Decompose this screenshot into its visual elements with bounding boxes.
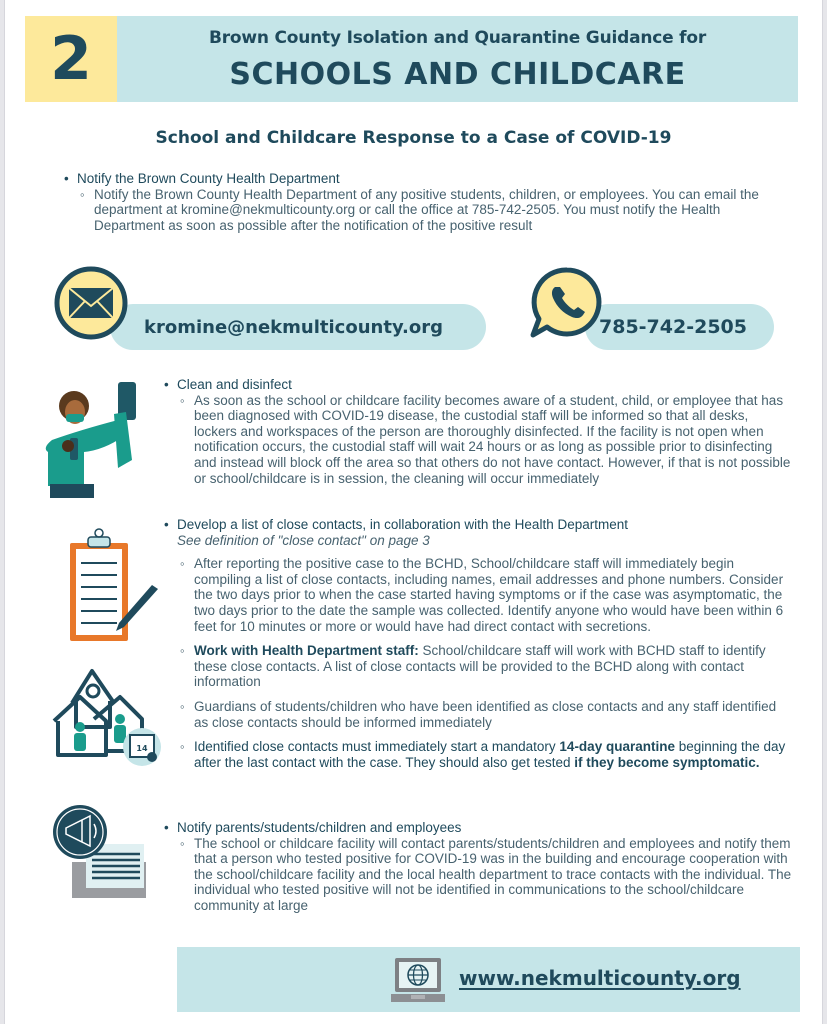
envelope-icon <box>53 266 129 340</box>
clean-section <box>162 377 792 486</box>
header-banner <box>25 16 798 102</box>
contacts-note: See definition of "close contact" on page 3 <box>177 532 430 548</box>
houses-quarantine-icon <box>50 663 162 767</box>
contacts-item-guardians: ◦ Guardians of students/children who have been identified as close contacts and any staff identified as close contacts should be informed immediately <box>172 699 792 730</box>
page-edge-right <box>822 0 827 1024</box>
megaphone-envelope-icon <box>52 804 148 900</box>
contacts-item-quarantine <box>172 739 792 770</box>
clean-text: ◦ As soon as the school or childcare facility becomes aware of a student, child, or employee that has been diagnosed with COVID-19 disease, the custodial staff will be informed so that all desks, lockers and workspaces of the person are thoroughly disinfected. If the facility is not open when notification occurs, the custodial staff will wait 24 hours or as long as possible prior to disinfecting and instead will block off the area so that others do not have contact. However, if that is not possible or school/childcare is in session, the cleaning will occur immediately <box>172 393 792 487</box>
laptop-globe-icon <box>389 956 447 1004</box>
page-number: 2 <box>50 24 92 94</box>
quarantine-duration: 14-day quarantine <box>559 739 675 755</box>
contacts-section <box>162 517 792 770</box>
quarantine-symptomatic: if they become symptomatic. <box>574 754 760 770</box>
page-number-badge <box>25 16 117 102</box>
phone-pill[interactable] <box>585 304 774 350</box>
phone-chat-icon <box>529 265 605 339</box>
section-title: School and Childcare Response to a Case of COVID-19 <box>155 128 672 148</box>
notify-parents-heading: • Notify parents/students/children and employees <box>162 820 792 836</box>
contacts-item-work-with-staff <box>172 643 792 690</box>
email-pill[interactable] <box>110 304 486 350</box>
notify-parents-text: ◦ The school or childcare facility will contact parents/students/children and employees and notify them that a person who tested positive for COVID-19 was in the building and encourage cooperation with the school/childcare facility and the local health department to trace contacts with the individual. The individual who tested positive will not be identified in communications to the school/childcare community at large <box>172 836 792 914</box>
notify-health-section <box>62 171 792 233</box>
calendar-days-label: 14 <box>136 744 148 753</box>
phone-number[interactable]: 785-742-2505 <box>599 316 747 338</box>
website-link[interactable]: www.nekmulticounty.org <box>459 966 741 990</box>
notify-health-heading: • Notify the Brown County Health Department <box>62 171 792 187</box>
contacts-item-compile: ◦ After reporting the positive case to the BCHD, School/childcare staff will immediately begin compiling a list of close contacts, including names, email addresses and phone numbers. Consider the two days prior to when the case started having symptoms or if the case was asymptomatic, the two days prior to the date the sample was collected. Identify anyone who would have been within 6 feet for 10 minutes or more or would have had direct contact with secretions. <box>172 556 792 634</box>
header-title: SCHOOLS AND CHILDCARE <box>229 57 686 92</box>
notify-parents-section <box>162 820 792 914</box>
clean-heading: • Clean and disinfect <box>162 377 792 393</box>
notify-health-text: ◦ Notify the Brown County Health Department of any positive students, children, or employees. You can email the department at kromine@nekmulticounty.org or call the office at 785-742-2505. You must notify the Health Department as soon as possible after the notification of the positive result <box>72 187 792 234</box>
footer-banner <box>177 947 800 1012</box>
contacts-heading: • Develop a list of close contacts, in collaboration with the Health Department <box>162 517 792 533</box>
work-with-staff-label: Work with Health Department staff: <box>194 643 419 659</box>
quarantine-text-c: beginning the day after the last contact with the case. They should also get tested <box>194 739 786 770</box>
header-subtitle: Brown County Isolation and Quarantine Guidance for <box>208 28 707 48</box>
clipboard-icon <box>64 527 160 645</box>
quarantine-text-a: Identified close contacts must immediately start a mandatory <box>194 739 560 755</box>
cleaning-person-icon <box>42 380 142 500</box>
page-edge-left <box>0 0 5 1024</box>
work-with-staff-text: School/childcare staff will work with BCHD staff to identify these close contacts. A list of close contacts will be provided to the BCHD along with contact information <box>194 643 766 690</box>
email-address[interactable]: kromine@nekmulticounty.org <box>144 316 443 338</box>
